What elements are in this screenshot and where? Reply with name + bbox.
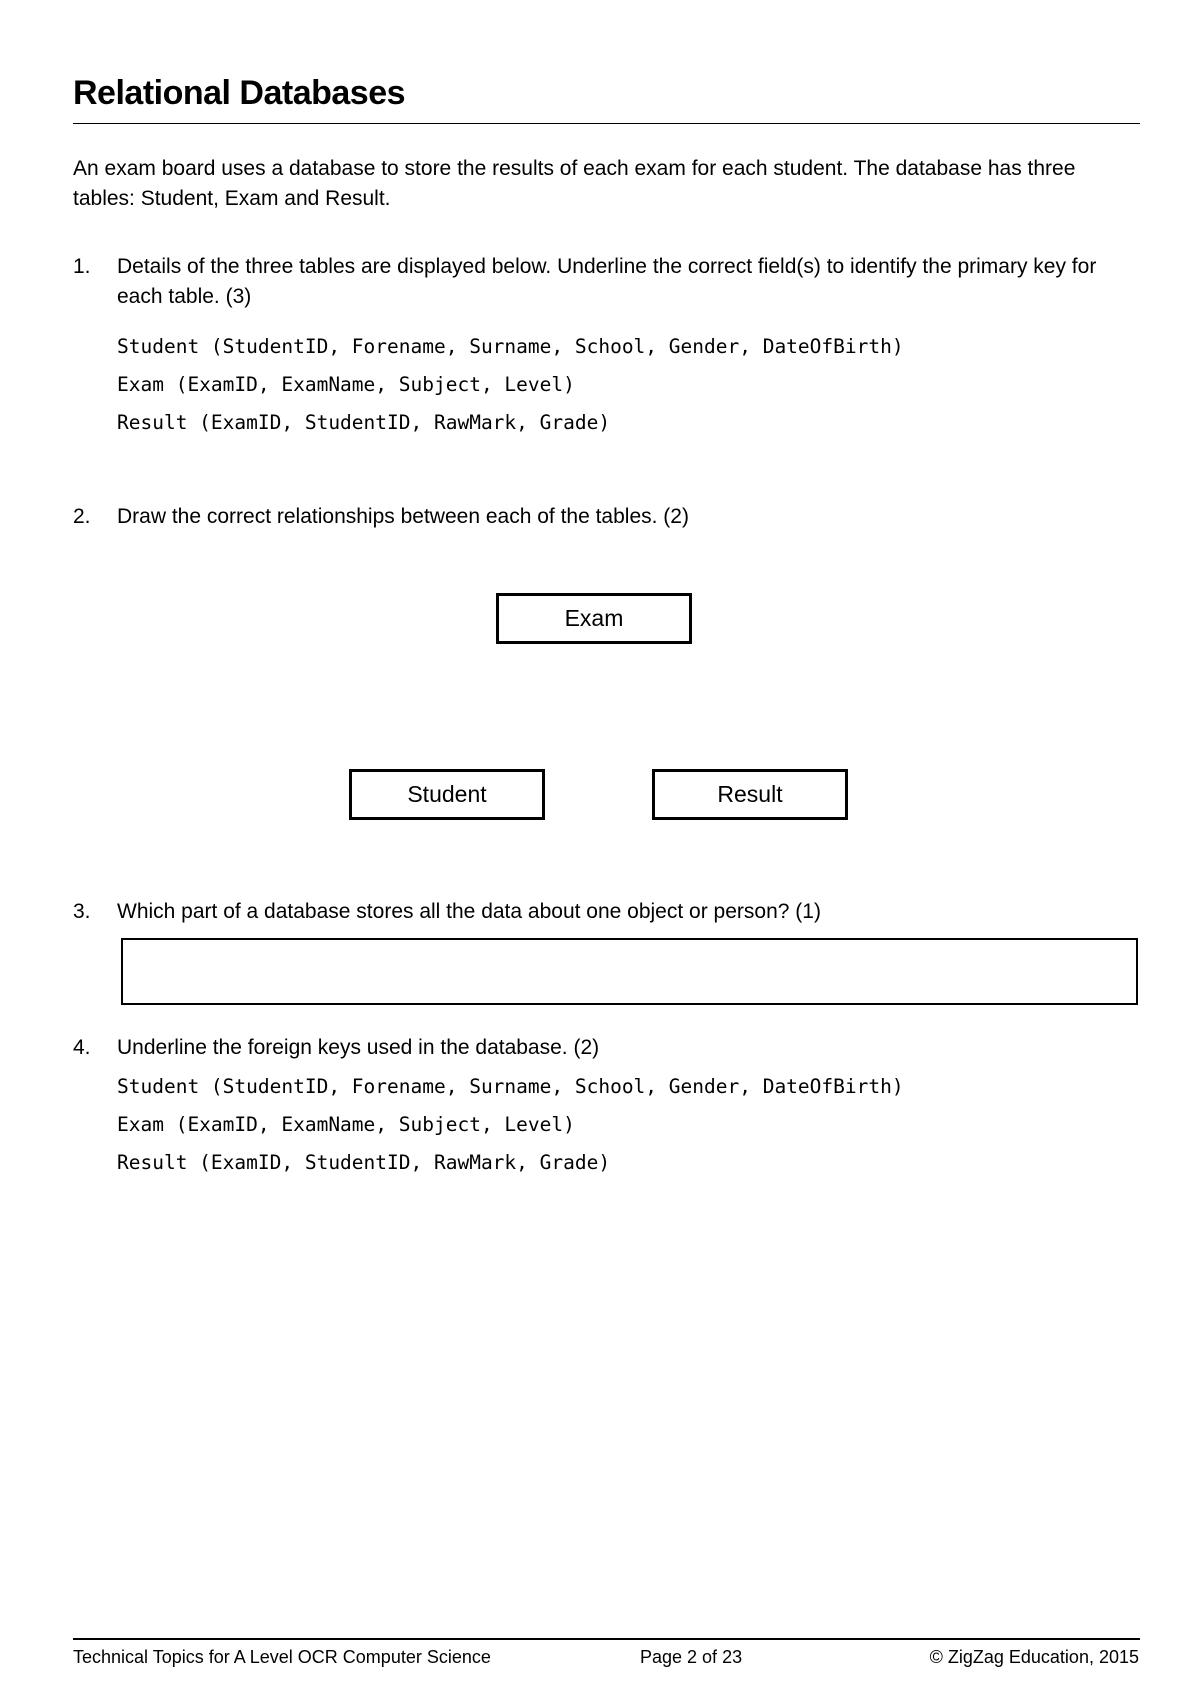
question-2-number: 2. [73,505,91,528]
exam-entity-box [496,593,692,644]
student-entity-box [349,769,545,820]
question-4-table-definitions [117,1068,904,1182]
question-3-answer-box[interactable] [121,938,1138,1005]
student-entity-label: Student [407,781,487,807]
result-table-definition: Result (ExamID, StudentID, RawMark, Grade) [117,1151,611,1174]
question-4-text: Underline the foreign keys used in the database. (2) [117,1036,600,1059]
question-1-text: Details of the three tables are displayed below. Underline the correct field(s) to identify the primary key for each table. (3) [117,255,1097,308]
footer-divider [73,1638,1140,1640]
question-3-text: Which part of a database stores all the data about one object or person? (1) [117,900,821,923]
footer-course-title: Technical Topics for A Level OCR Computer Science [73,1647,491,1667]
question-3-number: 3. [73,900,91,923]
question-4-number: 4. [73,1036,91,1059]
result-entity-label: Result [717,781,783,807]
exam-table-definition: Exam (ExamID, ExamName, Subject, Level) [117,373,575,396]
result-table-definition: Result (ExamID, StudentID, RawMark, Grade) [117,411,611,434]
question-2-text: Draw the correct relationships between each of the tables. (2) [117,505,689,528]
footer-page-number: Page 2 of 23 [640,1647,743,1667]
student-table-definition: Student (StudentID, Forename, Surname, School, Gender, DateOfBirth) [117,335,904,358]
student-table-definition: Student (StudentID, Forename, Surname, School, Gender, DateOfBirth) [117,1075,904,1098]
exam-entity-label: Exam [564,605,624,631]
question-1-number: 1. [73,255,91,278]
page-title: Relational Databases [73,74,406,112]
result-entity-box [652,769,848,820]
title-divider [73,123,1140,124]
intro-paragraph: An exam board uses a database to store the results of each exam for each student. The database has three tables: Student, Exam and Result. [73,157,1076,210]
question-1-table-definitions [117,328,904,442]
exam-table-definition: Exam (ExamID, ExamName, Subject, Level) [117,1113,575,1136]
footer-copyright: © ZigZag Education, 2015 [929,1647,1139,1667]
